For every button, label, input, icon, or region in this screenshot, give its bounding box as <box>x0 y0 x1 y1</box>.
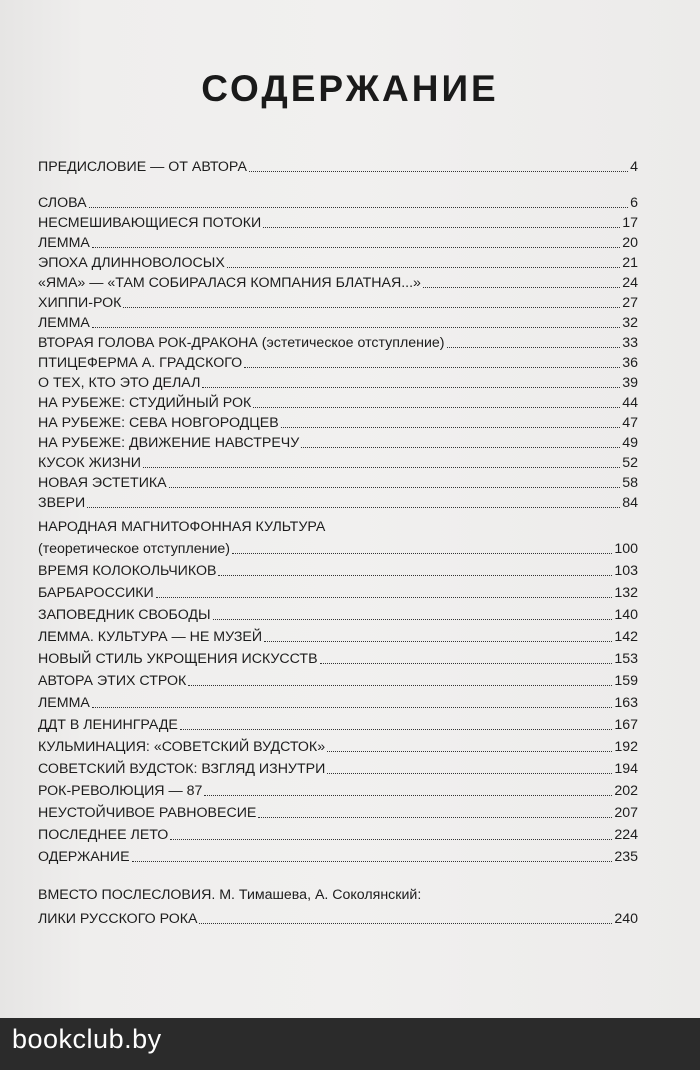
toc-entry-title: ВМЕСТО ПОСЛЕСЛОВИЯ. М. Тимашева, А. Соколянский: <box>38 887 422 903</box>
dot-leader <box>264 641 612 642</box>
dot-leader <box>180 729 612 730</box>
toc-entry-page: 33 <box>622 335 638 351</box>
toc-entry-page: 4 <box>630 159 638 175</box>
toc-entry <box>38 394 638 412</box>
toc-entry <box>38 910 638 928</box>
dot-leader <box>301 447 620 448</box>
dot-leader <box>156 597 613 598</box>
toc-entry <box>38 584 638 602</box>
toc-entry-page: 235 <box>614 849 638 865</box>
toc-entry-page: 159 <box>614 673 638 689</box>
toc-entry <box>38 334 638 352</box>
toc-entry <box>38 650 638 668</box>
toc-entry-page: 32 <box>622 315 638 331</box>
toc-entry-page: 207 <box>614 805 638 821</box>
toc-entry-page: 47 <box>622 415 638 431</box>
dot-leader <box>143 467 620 468</box>
toc-entry-page: 153 <box>614 651 638 667</box>
toc-entry-title: КУСОК ЖИЗНИ <box>38 455 141 471</box>
toc-entry-page: 39 <box>622 375 638 391</box>
toc-entry-title: ХИППИ-РОК <box>38 295 122 311</box>
toc-entry-title: ЭПОХА ДЛИННОВОЛОСЫХ <box>38 255 225 271</box>
toc-entry-title: НЕУСТОЙЧИВОЕ РАВНОВЕСИЕ <box>38 805 257 821</box>
toc-entry-title: ЛЕММА <box>38 315 90 331</box>
dot-leader <box>132 861 613 862</box>
toc-entry-page: 58 <box>622 475 638 491</box>
toc-entry-page: 100 <box>614 541 638 557</box>
toc-entry-title: ЛЕММА <box>38 235 90 251</box>
toc-entry <box>38 672 638 690</box>
toc-entry <box>38 760 638 778</box>
toc-entry <box>38 562 638 580</box>
toc-entry-page: 202 <box>614 783 638 799</box>
toc-entry-page: 142 <box>614 629 638 645</box>
toc-entry-title: «ЯМА» — «ТАМ СОБИРАЛАСЯ КОМПАНИЯ БЛАТНАЯ...» <box>38 275 421 291</box>
toc-entry <box>38 540 638 558</box>
toc-entry <box>38 434 638 452</box>
toc-entry <box>38 274 638 292</box>
toc-entry-title: ЗВЕРИ <box>38 495 86 511</box>
dot-leader <box>320 663 613 664</box>
toc-entry <box>38 826 638 844</box>
dot-leader <box>199 923 612 924</box>
toc-entry-page: 192 <box>614 739 638 755</box>
dot-leader <box>423 287 620 288</box>
toc-entry-title: ЛИКИ РУССКОГО РОКА <box>38 911 198 927</box>
toc-entry <box>38 518 638 536</box>
dot-leader <box>281 427 621 428</box>
toc-entry-title: ВТОРАЯ ГОЛОВА РОК-ДРАКОНА (эстетическое отступление) <box>38 335 445 351</box>
dot-leader <box>232 553 612 554</box>
dot-leader <box>327 751 612 752</box>
toc-entry-title: ПОСЛЕДНЕЕ ЛЕТО <box>38 827 169 843</box>
toc-entry-page: 44 <box>622 395 638 411</box>
toc-entry-title: СОВЕТСКИЙ ВУДСТОК: ВЗГЛЯД ИЗНУТРИ <box>38 761 326 777</box>
dot-leader <box>249 171 628 172</box>
toc-entry <box>38 494 638 512</box>
toc-entry <box>38 214 638 232</box>
dot-leader <box>327 773 612 774</box>
toc-entry-title: ПТИЦЕФЕРМА А. ГРАДСКОГО <box>38 355 243 371</box>
toc-entry-page: 24 <box>622 275 638 291</box>
dot-leader <box>227 267 620 268</box>
toc-entry-page: 240 <box>614 911 638 927</box>
toc-entry <box>38 716 638 734</box>
site-watermark: bookclub.by <box>12 1024 162 1054</box>
dot-leader <box>263 227 620 228</box>
toc-entry-page: 52 <box>622 455 638 471</box>
toc-entry-title: КУЛЬМИНАЦИЯ: «СОВЕТСКИЙ ВУДСТОК» <box>38 739 326 755</box>
toc-entry-title: НОВАЯ ЭСТЕТИКА <box>38 475 167 491</box>
dot-leader <box>169 487 621 488</box>
dot-leader <box>89 207 629 208</box>
toc-entry-page: 224 <box>614 827 638 843</box>
toc-entry-title: СЛОВА <box>38 195 87 211</box>
toc-entry-page: 17 <box>622 215 638 231</box>
toc-entry <box>38 158 638 176</box>
dot-leader <box>253 407 620 408</box>
toc-entry-title: ОДЕРЖАНИЕ <box>38 849 130 865</box>
toc-entry-page: 103 <box>614 563 638 579</box>
dot-leader <box>170 839 612 840</box>
toc-entry-page: 6 <box>630 195 638 211</box>
toc-entry-page: 49 <box>622 435 638 451</box>
toc-entry-title: НА РУБЕЖЕ: СЕВА НОВГОРОДЦЕВ <box>38 415 279 431</box>
toc-entry-title: ВРЕМЯ КОЛОКОЛЬЧИКОВ <box>38 563 217 579</box>
toc-entry <box>38 234 638 252</box>
toc-entry <box>38 374 638 392</box>
toc-entry <box>38 848 638 866</box>
toc-entry <box>38 454 638 472</box>
toc-entry-page: 84 <box>622 495 638 511</box>
toc-entry-page: 36 <box>622 355 638 371</box>
dot-leader <box>123 307 620 308</box>
toc-entry-title: ЗАПОВЕДНИК СВОБОДЫ <box>38 607 211 623</box>
page-title: СОДЕРЖАНИЕ <box>201 68 499 109</box>
dot-leader <box>87 507 620 508</box>
toc-entry <box>38 606 638 624</box>
dot-leader <box>447 347 621 348</box>
toc-entry-title: АВТОРА ЭТИХ СТРОК <box>38 673 187 689</box>
toc-entry-page: 20 <box>622 235 638 251</box>
toc-entry <box>38 474 638 492</box>
dot-leader <box>92 327 620 328</box>
toc-entry-title: ЛЕММА <box>38 695 90 711</box>
dot-leader <box>244 367 620 368</box>
toc-entry-page: 140 <box>614 607 638 623</box>
toc-entry <box>38 414 638 432</box>
toc-entry-page: 163 <box>614 695 638 711</box>
toc-entry <box>38 804 638 822</box>
dot-leader <box>202 387 620 388</box>
toc-entry <box>38 194 638 212</box>
dot-leader <box>92 707 612 708</box>
toc-entry-page: 21 <box>622 255 638 271</box>
toc-entry <box>38 294 638 312</box>
toc-entry <box>38 738 638 756</box>
dot-leader <box>258 817 612 818</box>
toc-entry-page: 27 <box>622 295 638 311</box>
toc-entry <box>38 254 638 272</box>
toc-entry <box>38 694 638 712</box>
toc-entry <box>38 314 638 332</box>
toc-entry-page: 167 <box>614 717 638 733</box>
dot-leader <box>218 575 612 576</box>
toc-entry-title: ДДТ В ЛЕНИНГРАДЕ <box>38 717 178 733</box>
toc-entry-title: НЕСМЕШИВАЮЩИЕСЯ ПОТОКИ <box>38 215 262 231</box>
dot-leader <box>92 247 620 248</box>
toc-entry-title: РОК-РЕВОЛЮЦИЯ — 87 <box>38 783 203 799</box>
toc-entry-title: НОВЫЙ СТИЛЬ УКРОЩЕНИЯ ИСКУССТВ <box>38 651 318 667</box>
toc-entry-title: НАРОДНАЯ МАГНИТОФОННАЯ КУЛЬТУРА <box>38 519 326 535</box>
toc-entry <box>38 886 638 904</box>
dot-leader <box>213 619 613 620</box>
toc-entry-title: ПРЕДИСЛОВИЕ — ОТ АВТОРА <box>38 159 247 175</box>
toc-entry-title: О ТЕХ, КТО ЭТО ДЕЛАЛ <box>38 375 201 391</box>
dot-leader <box>204 795 612 796</box>
watermark-banner <box>0 1018 700 1070</box>
toc-entry-page: 132 <box>614 585 638 601</box>
toc-entry-title: НА РУБЕЖЕ: СТУДИЙНЫЙ РОК <box>38 395 252 411</box>
toc-entry <box>38 782 638 800</box>
toc-entry-title: ЛЕММА. КУЛЬТУРА — НЕ МУЗЕЙ <box>38 629 263 645</box>
toc-entry <box>38 628 638 646</box>
toc-entry-title: (теоретическое отступление) <box>38 541 231 557</box>
toc-entry-page: 194 <box>614 761 638 777</box>
dot-leader <box>188 685 612 686</box>
toc-entry-title: НА РУБЕЖЕ: ДВИЖЕНИЕ НАВСТРЕЧУ <box>38 435 300 451</box>
toc-entry-title: БАРБАРОССИКИ <box>38 585 154 601</box>
toc-entry <box>38 354 638 372</box>
